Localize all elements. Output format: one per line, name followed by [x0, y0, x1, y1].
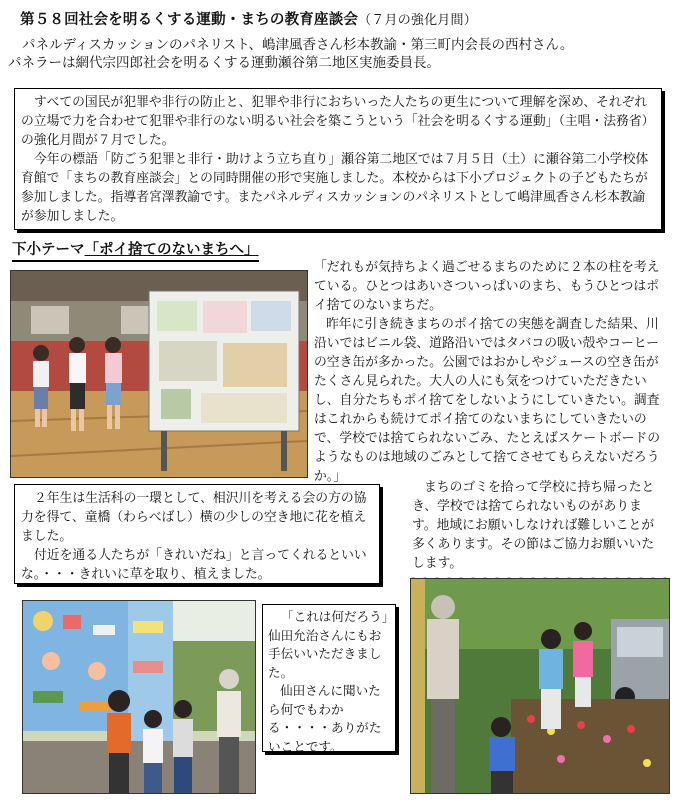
section-label: 下小テーマ [12, 242, 85, 258]
page-title [20, 8, 477, 29]
helper-paragraph: 仙田さんに聞いたら何でもわかる・・・・ありがたいことです。 [268, 683, 382, 754]
photo-gym-presentation [10, 270, 308, 478]
intro-line: パネルディスカッションのパネリスト、嶋津風香さん杉本教諭・第三町内会長の西村さん。 [22, 37, 574, 53]
section-theme: 「ポイ捨てのないまちへ」 [84, 242, 259, 258]
campaign-summary-box [14, 88, 662, 230]
helper-thanks-box [262, 604, 396, 752]
summary-paragraph: すべての国民が犯罪や非行の防止と、犯罪や非行におちいった人たちの更生について理解を深め、それぞれの立場で力を合わせて犯罪や非行のない明るい社会を築こうという「社会を明るくする運動」（主唱・法務省）の強化月間が７月でした。 [21, 95, 655, 148]
wavy-divider [410, 569, 668, 577]
summary-paragraph: 今年の標語「防ごう犯罪と非行・助けよう立ち直り」瀬谷第二地区では７月５日（土）に瀬谷第二小学校体育館で「まちの教育座談会」との同時開催の形で実施しました。本校からは下小プロジェクトの子どもたちが参加しました。指導者宮澤教諭です。またパネルディスカッションのパネリストとして嶋津風香さん杉本教諭が参加しました。 [21, 152, 649, 224]
title-subtitle: （７月の強化月間） [358, 13, 477, 28]
planting-paragraph: ２年生は生活科の一環として、相沢川を考える会の方の協力を得て、童橋（わらべばし）横の少しの空き地に花を植えました。 [21, 491, 367, 544]
school-request-text [412, 478, 666, 573]
request-paragraph: まちのゴミを拾って学校に持ち帰ったとき、学校では捨てられないものがあります。地域にお願いしなければ難しいことが多くあります。その節はご協力お願いいたします。 [412, 480, 655, 571]
title-main: 第５８回社会を明るくする運動・まちの教育座談会 [20, 12, 359, 28]
statement-paragraph: 「だれもが気持ちよく過ごせるまちのために２本の柱を考えている。ひとつはあいさついっぱいのまち、もうひとつはポイ捨てのないまちだ。 [314, 260, 660, 313]
section-heading [12, 238, 259, 262]
helper-paragraph: 「これは何だろう」仙田允治さんにもお手伝いいただきました。 [268, 609, 389, 680]
photo-children-mural [22, 600, 256, 794]
intro-line: パネラーは網代宗四郎社会を明るくする運動瀬谷第二地区実施委員長。 [8, 55, 440, 71]
student-statement [314, 258, 666, 486]
statement-paragraph: 昨年に引き続きまちのポイ捨ての実態を調査した結果、川沿いではビニル袋、道路沿いではタバコの吸い殻やコーヒーの空き缶が多かった。公園ではおかしやジュースの空き缶がたくさん見られた。大人の人にも気をつけていただきたいし、自分たちもポイ捨てをしないようにしていきたい。調査はこれからも続けてポイ捨てのないまちにしていきたいので、学校では捨てられないごみ、たとえばスケートボードのようなものは地域のごみとして捨てさせてもらえないだろうか。」 [314, 317, 661, 484]
intro-text [8, 36, 670, 72]
flower-planting-box [14, 484, 380, 584]
photo-flower-bed [410, 578, 670, 794]
planting-paragraph: 付近を通る人たちが「きれいだね」と言ってくれるといいな。・・・きれいに草を取り、植えました。 [21, 548, 367, 582]
